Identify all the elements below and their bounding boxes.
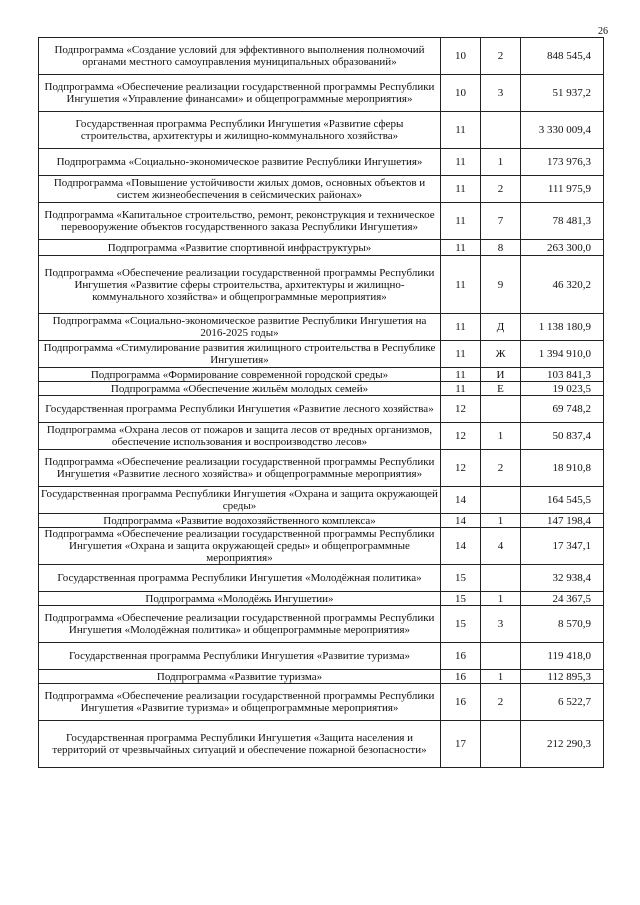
amount-cell: 8 570,9 [521,606,604,643]
table-row [39,721,604,768]
table-row [39,38,604,75]
table-row [39,670,604,684]
table-row [39,396,604,423]
table-row [39,341,604,368]
subprogram-code-cell [481,721,521,768]
amount-cell: 263 300,0 [521,240,604,256]
subprogram-code-cell: 1 [481,592,521,606]
amount-cell: 212 290,3 [521,721,604,768]
program-code-cell: 11 [441,341,481,368]
table-row [39,112,604,149]
program-name-cell: Подпрограмма «Обеспечение реализации государственной программы Республики Ингушетия «Управление финансами» и общепрограммные мероприятия» [39,75,441,112]
subprogram-code-cell [481,396,521,423]
subprogram-code-cell: 1 [481,149,521,176]
program-code-cell: 11 [441,112,481,149]
table-row [39,565,604,592]
program-name-cell: Государственная программа Республики Ингушетия «Охрана и защита окружающей среды» [39,487,441,514]
subprogram-code-cell: 4 [481,528,521,565]
subprogram-code-cell: Ж [481,341,521,368]
program-code-cell: 15 [441,565,481,592]
subprogram-code-cell [481,643,521,670]
amount-cell: 24 367,5 [521,592,604,606]
subprogram-code-cell: 9 [481,256,521,314]
table-row [39,240,604,256]
subprogram-code-cell: 3 [481,606,521,643]
program-code-cell: 12 [441,450,481,487]
subprogram-code-cell: 1 [481,514,521,528]
amount-cell: 6 522,7 [521,684,604,721]
program-name-cell: Подпрограмма «Молодёжь Ингушетии» [39,592,441,606]
table-row [39,450,604,487]
program-code-cell: 11 [441,203,481,240]
program-code-cell: 11 [441,176,481,203]
amount-cell: 50 837,4 [521,423,604,450]
program-name-cell: Государственная программа Республики Ингушетия «Молодёжная политика» [39,565,441,592]
program-name-cell: Подпрограмма «Обеспечение реализации государственной программы Республики Ингушетия «Охрана и защита окружающей среды» и общепрограммные мероприятия» [39,528,441,565]
table-row [39,368,604,382]
amount-cell: 112 895,3 [521,670,604,684]
program-code-cell: 15 [441,592,481,606]
program-code-cell: 11 [441,382,481,396]
amount-cell: 173 976,3 [521,149,604,176]
program-code-cell: 11 [441,240,481,256]
subprogram-code-cell: 3 [481,75,521,112]
program-name-cell: Подпрограмма «Социально-экономическое развитие Республики Ингушетия на 2016-2025 годы» [39,314,441,341]
program-name-cell: Подпрограмма «Развитие спортивной инфраструктуры» [39,240,441,256]
subprogram-code-cell: Е [481,382,521,396]
amount-cell: 32 938,4 [521,565,604,592]
amount-cell: 111 975,9 [521,176,604,203]
program-name-cell: Подпрограмма «Стимулирование развития жилищного строительства в Республике Ингушетия» [39,341,441,368]
program-name-cell: Государственная программа Республики Ингушетия «Развитие туризма» [39,643,441,670]
amount-cell: 147 198,4 [521,514,604,528]
program-name-cell: Подпрограмма «Обеспечение реализации государственной программы Республики Ингушетия «Развитие сферы строительства, архитектуры и жилищно-коммунального хозяйства» и общепрограммные мероприятия» [39,256,441,314]
program-code-cell: 10 [441,38,481,75]
program-name-cell: Подпрограмма «Охрана лесов от пожаров и защита лесов от вредных организмов, обеспечение использования и воспроизводство лесов» [39,423,441,450]
amount-cell: 78 481,3 [521,203,604,240]
amount-cell: 17 347,1 [521,528,604,565]
program-code-cell: 12 [441,396,481,423]
table-row [39,382,604,396]
program-code-cell: 16 [441,684,481,721]
table-row [39,203,604,240]
program-code-cell: 15 [441,606,481,643]
program-name-cell: Подпрограмма «Развитие водохозяйственного комплекса» [39,514,441,528]
program-name-cell: Подпрограмма «Формирование современной городской среды» [39,368,441,382]
table-row [39,606,604,643]
program-name-cell: Подпрограмма «Обеспечение реализации государственной программы Республики Ингушетия «Развитие туризма» и общепрограммные мероприятия» [39,684,441,721]
program-code-cell: 17 [441,721,481,768]
table-row [39,514,604,528]
table-row [39,684,604,721]
table-row [39,423,604,450]
table-row [39,149,604,176]
program-code-cell: 16 [441,670,481,684]
program-name-cell: Подпрограмма «Повышение устойчивости жилых домов, основных объектов и систем жизнеобеспечения в сейсмических районах» [39,176,441,203]
program-name-cell: Подпрограмма «Социально-экономическое развитие Республики Ингушетия» [39,149,441,176]
amount-cell: 119 418,0 [521,643,604,670]
page-number: 26 [598,26,608,37]
subprogram-code-cell: Д [481,314,521,341]
table-row [39,643,604,670]
subprogram-code-cell: 2 [481,684,521,721]
table-body [39,38,604,768]
program-name-cell: Государственная программа Республики Ингушетия «Защита населения и территорий от чрезвычайных ситуаций и обеспечение пожарной безопасности» [39,721,441,768]
subprogram-code-cell [481,487,521,514]
program-code-cell: 10 [441,75,481,112]
program-code-cell: 11 [441,314,481,341]
table-row [39,75,604,112]
amount-cell: 164 545,5 [521,487,604,514]
program-code-cell: 11 [441,368,481,382]
subprogram-code-cell: 8 [481,240,521,256]
program-name-cell: Подпрограмма «Создание условий для эффективного выполнения полномочий органами местного самоуправления муниципальных образований» [39,38,441,75]
program-code-cell: 14 [441,528,481,565]
amount-cell: 1 138 180,9 [521,314,604,341]
table-row [39,487,604,514]
subprogram-code-cell [481,565,521,592]
program-name-cell: Подпрограмма «Капитальное строительство, ремонт, реконструкция и техническое перевооружение объектов государственного заказа Республики Ингушетия» [39,203,441,240]
amount-cell: 848 545,4 [521,38,604,75]
subprogram-code-cell: 2 [481,38,521,75]
subprogram-code-cell: 1 [481,423,521,450]
program-name-cell: Подпрограмма «Развитие туризма» [39,670,441,684]
table-row [39,256,604,314]
subprogram-code-cell: 1 [481,670,521,684]
table-row [39,592,604,606]
table-row [39,314,604,341]
program-code-cell: 14 [441,514,481,528]
amount-cell: 19 023,5 [521,382,604,396]
program-code-cell: 11 [441,149,481,176]
amount-cell: 69 748,2 [521,396,604,423]
program-name-cell: Подпрограмма «Обеспечение реализации государственной программы Республики Ингушетия «Развитие лесного хозяйства» и общепрограммные мероприятия» [39,450,441,487]
amount-cell: 103 841,3 [521,368,604,382]
subprogram-code-cell: 7 [481,203,521,240]
program-code-cell: 16 [441,643,481,670]
program-name-cell: Подпрограмма «Обеспечение реализации государственной программы Республики Ингушетия «Молодёжная политика» и общепрограммные мероприятия» [39,606,441,643]
subprogram-code-cell: 2 [481,176,521,203]
program-code-cell: 14 [441,487,481,514]
subprogram-code-cell: И [481,368,521,382]
amount-cell: 1 394 910,0 [521,341,604,368]
amount-cell: 46 320,2 [521,256,604,314]
program-code-cell: 11 [441,256,481,314]
program-code-cell: 12 [441,423,481,450]
subprogram-code-cell: 2 [481,450,521,487]
amount-cell: 51 937,2 [521,75,604,112]
table-row [39,528,604,565]
budget-table [38,37,604,768]
amount-cell: 3 330 009,4 [521,112,604,149]
program-name-cell: Государственная программа Республики Ингушетия «Развитие сферы строительства, архитектуры и жилищно-коммунального хозяйства» [39,112,441,149]
program-name-cell: Государственная программа Республики Ингушетия «Развитие лесного хозяйства» [39,396,441,423]
subprogram-code-cell [481,112,521,149]
table-row [39,176,604,203]
amount-cell: 18 910,8 [521,450,604,487]
program-name-cell: Подпрограмма «Обеспечение жильём молодых семей» [39,382,441,396]
